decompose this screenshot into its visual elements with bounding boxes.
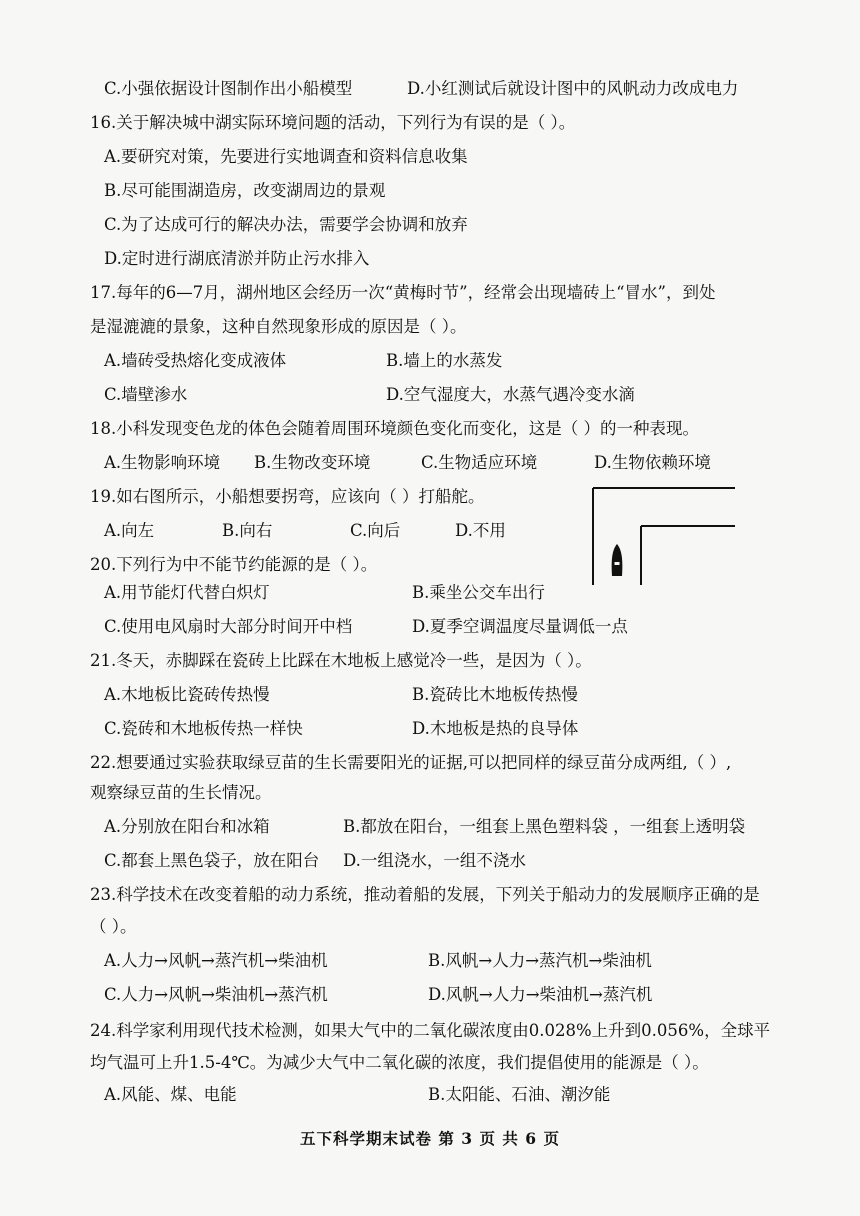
text-line xyxy=(0,1078,860,1112)
question-stem: 16.关于解决城中湖实际环境问题的活动，下列行为有误的是（ ）。 xyxy=(90,113,576,132)
answer-option: B.墙上的水蒸发 xyxy=(386,351,503,370)
answer-option: B.瓷砖比木地板传热慢 xyxy=(412,685,578,704)
answer-option: D.不用 xyxy=(455,521,506,540)
text-line xyxy=(0,1014,860,1048)
answer-option: A.用节能灯代替白炽灯 xyxy=(104,583,270,602)
answer-option: B.太阳能、石油、潮汐能 xyxy=(428,1085,611,1104)
text-line xyxy=(0,644,860,678)
text-line xyxy=(0,344,860,378)
answer-option: C.生物适应环境 xyxy=(421,453,538,472)
text-line xyxy=(0,978,860,1012)
answer-option: C.为了达成可行的解决办法，需要学会协调和放弃 xyxy=(104,215,468,234)
answer-option: C.人力→风帆→柴油机→蒸汽机 xyxy=(104,985,328,1004)
question-stem-continuation: 均气温可上升1.5-4℃。为减少大气中二氧化碳的浓度，我们提倡使用的能源是（ ）。 xyxy=(90,1053,709,1072)
answer-option: B.生物改变环境 xyxy=(254,453,371,472)
answer-option: A.墙砖受热熔化变成液体 xyxy=(104,351,287,370)
answer-option: C.墙壁渗水 xyxy=(104,385,188,404)
text-line xyxy=(0,878,860,912)
answer-option: D.风帆→人力→柴油机→蒸汽机 xyxy=(428,985,653,1004)
text-line xyxy=(0,208,860,242)
answer-option: A.要研究对策，先要进行实地调查和资料信息收集 xyxy=(104,147,468,166)
answer-option: D.空气湿度大，水蒸气遇冷变水滴 xyxy=(386,385,635,404)
text-line xyxy=(0,140,860,174)
answer-option: A.风能、煤、电能 xyxy=(104,1085,237,1104)
answer-option: B.尽可能围湖造房，改变湖周边的景观 xyxy=(104,181,386,200)
text-line xyxy=(0,844,860,878)
answer-option: D.生物依赖环境 xyxy=(594,453,711,472)
text-line xyxy=(0,446,860,480)
text-line xyxy=(0,910,860,944)
answer-option: D.夏季空调温度尽量调低一点 xyxy=(412,617,628,636)
answer-option: A.人力→风帆→蒸汽机→柴油机 xyxy=(104,951,328,970)
answer-option: C.都套上黑色袋子，放在阳台 xyxy=(104,851,320,870)
question-stem: 23.科学技术在改变着船的动力系统，推动着船的发展，下列关于船动力的发展顺序正确的是 xyxy=(90,885,760,904)
page-footer: 五下科学期末试卷 第 3 页 共 6 页 xyxy=(300,1129,560,1148)
text-line xyxy=(0,378,860,412)
answer-option: C.瓷砖和木地板传热一样快 xyxy=(104,719,303,738)
question-stem: 19.如右图所示，小船想要拐弯，应该向（ ）打船舵。 xyxy=(90,487,485,506)
text-line xyxy=(0,72,860,106)
answer-option: A.木地板比瓷砖传热慢 xyxy=(104,685,270,704)
answer-option: D.小红测试后就设计图中的风帆动力改成电力 xyxy=(407,79,739,98)
answer-option: C.小强依据设计图制作出小船模型 xyxy=(104,79,353,98)
text-line xyxy=(0,174,860,208)
boat-icon xyxy=(612,544,623,576)
answer-option: B.都放在阳台，一组套上黑色塑料袋 ，一组套上透明袋 xyxy=(343,817,746,836)
text-line xyxy=(0,810,860,844)
answer-option: D.定时进行湖底清淤并防止污水排入 xyxy=(104,249,370,268)
text-line xyxy=(0,712,860,746)
text-line xyxy=(0,106,860,140)
question-stem: 21.冬天，赤脚踩在瓷砖上比踩在木地板上感觉冷一些，是因为（ ）。 xyxy=(90,651,592,670)
answer-option: C.向后 xyxy=(350,521,401,540)
answer-option: C.使用电风扇时大部分时间开中档 xyxy=(104,617,353,636)
text-line xyxy=(0,310,860,344)
text-line xyxy=(0,776,860,810)
question-stem: 17.每年的6—7月，湖州地区会经历一次“黄梅时节”，经常会出现墙砖上“冒水”，到处 xyxy=(90,283,716,302)
text-line xyxy=(0,944,860,978)
answer-option: B.乘坐公交车出行 xyxy=(412,583,545,602)
boat-turn-figure xyxy=(585,480,745,590)
answer-option: A.生物影响环境 xyxy=(104,453,221,472)
question-stem: 24.科学家利用现代技术检测，如果大气中的二氧化碳浓度由0.028%上升到0.056%，全球平 xyxy=(90,1021,771,1040)
text-line xyxy=(0,276,860,310)
answer-option: A.分别放在阳台和冰箱 xyxy=(104,817,270,836)
question-stem-continuation: （ ）。 xyxy=(90,917,137,936)
text-line xyxy=(0,746,860,780)
text-line xyxy=(0,242,860,276)
answer-option: D.一组浇水，一组不浇水 xyxy=(343,851,526,870)
text-line xyxy=(0,610,860,644)
text-line xyxy=(0,678,860,712)
question-stem: 20.下列行为中不能节约能源的是（ ）。 xyxy=(90,555,378,574)
question-stem-continuation: 观察绿豆苗的生长情况。 xyxy=(90,783,272,802)
answer-option: A.向左 xyxy=(104,521,155,540)
question-stem-continuation: 是湿漉漉的景象，这种自然现象形成的原因是（ ）。 xyxy=(90,317,467,336)
answer-option: B.向右 xyxy=(222,521,273,540)
question-stem: 18.小科发现变色龙的体色会随着周围环境颜色变化而变化，这是（ ）的一种表现。 xyxy=(90,419,699,438)
answer-option: B.风帆→人力→蒸汽机→柴油机 xyxy=(428,951,652,970)
text-line xyxy=(0,412,860,446)
text-line xyxy=(0,1046,860,1080)
boat-deck-mark xyxy=(615,562,620,565)
question-stem: 22.想要通过实验获取绿豆苗的生长需要阳光的证据,可以把同样的绿豆苗分成两组,（ ）, xyxy=(90,753,732,772)
answer-option: D.木地板是热的良导体 xyxy=(412,719,579,738)
